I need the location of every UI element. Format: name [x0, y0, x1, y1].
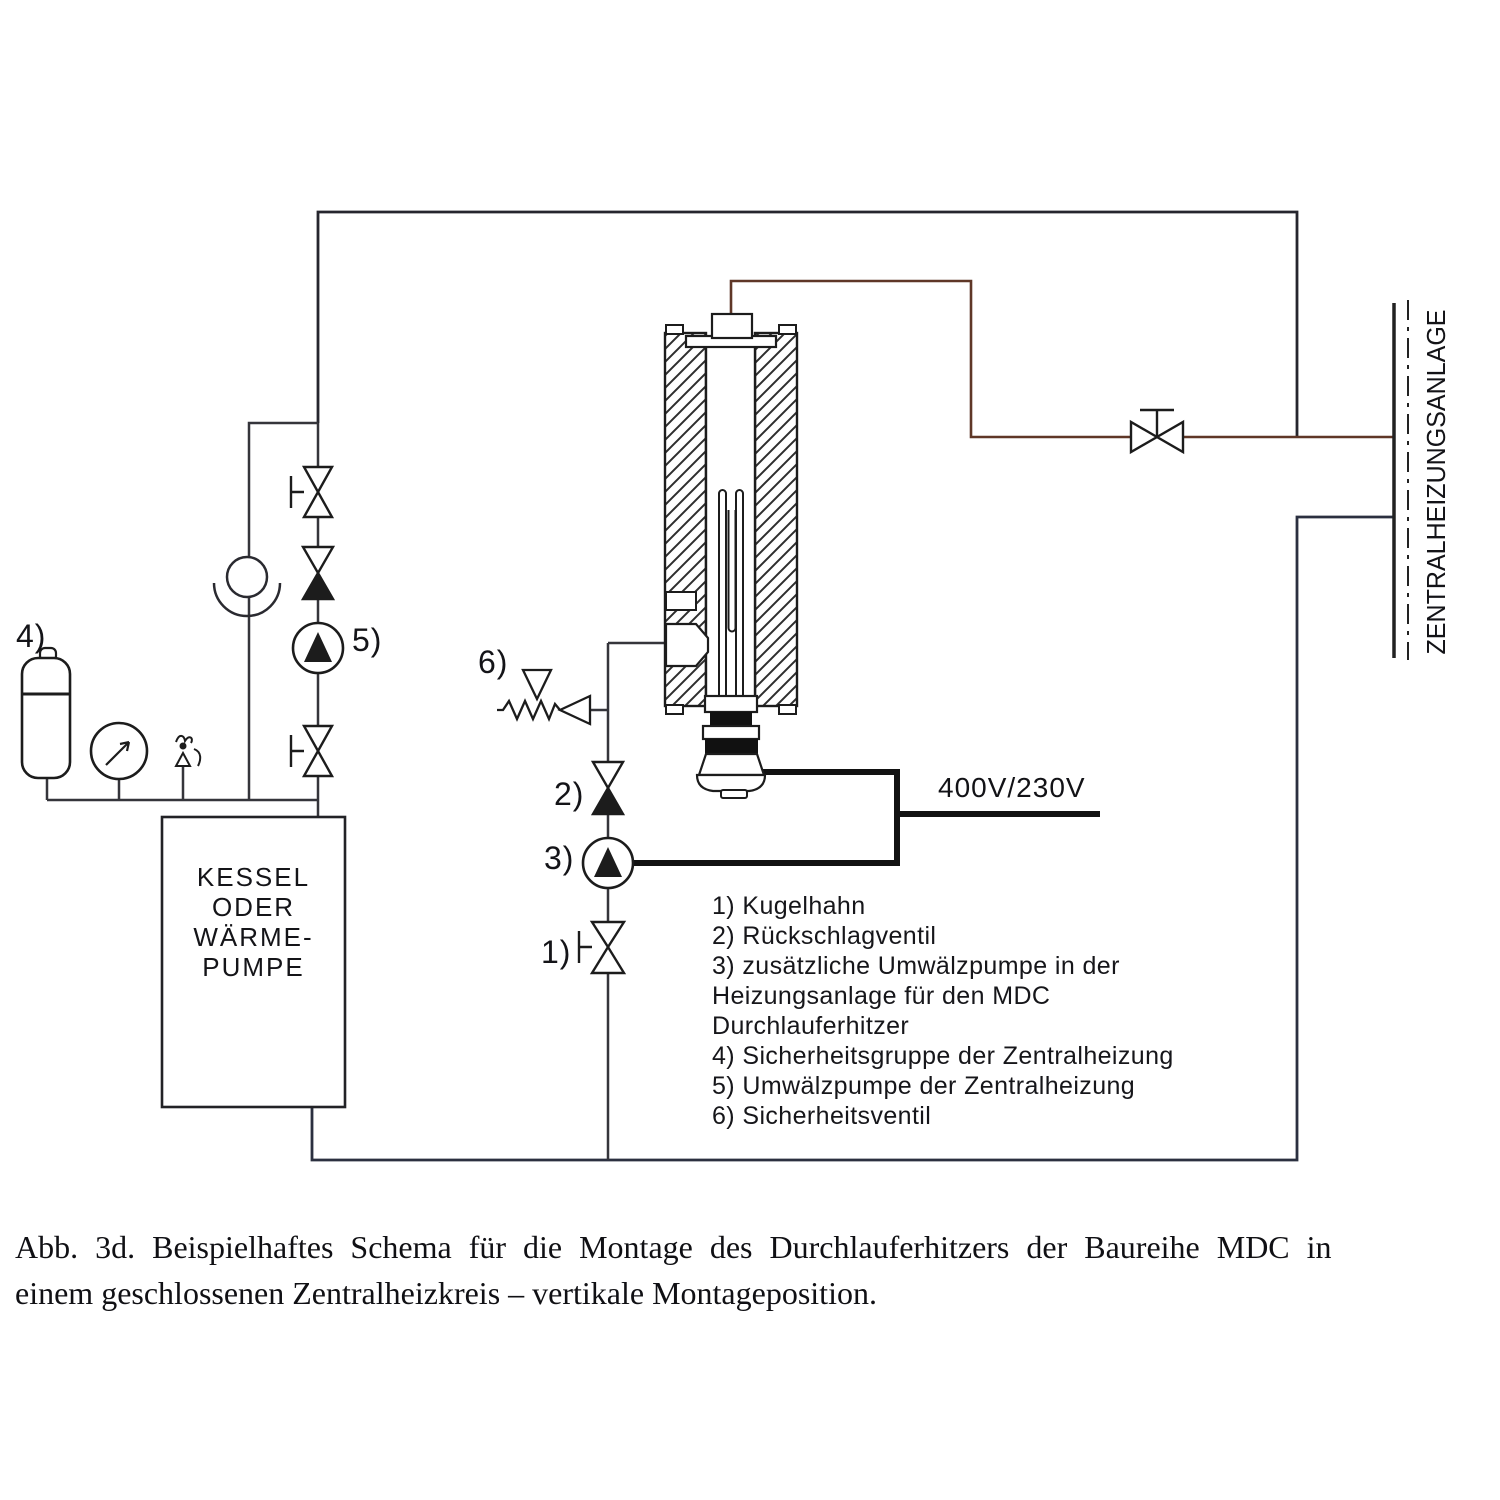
shutoff-valve-lower [291, 726, 332, 776]
legend-line-6: 6) Sicherheitsventil [712, 1102, 932, 1130]
outer-loop-pipe [318, 212, 1297, 437]
shutoff-valve-supply [1131, 410, 1183, 452]
legend [712, 891, 1174, 1131]
pressure-gauge [91, 723, 147, 779]
expansion-vessel [22, 648, 70, 778]
wall-label: ZENTRALHEIZUNGSANLAGE [1421, 296, 1451, 655]
legend-line-1: 1) Kugelhahn [712, 892, 866, 920]
ball-valve-1 [579, 922, 624, 973]
callout-5: 5) [352, 622, 383, 658]
heater-inlet-port [666, 624, 708, 666]
callout-4: 4) [16, 618, 47, 654]
heater-electric-head [697, 696, 765, 798]
callout-3: 3) [544, 840, 575, 876]
boiler-label [162, 862, 345, 982]
circle-arc-symbol [214, 557, 280, 616]
caption-line-2: einem geschlossenen Zentralheizkreis – vertikale Montageposition. [15, 1275, 877, 1311]
collector-pipe [47, 764, 318, 800]
callout-2: 2) [554, 776, 585, 812]
callout-1: 1) [541, 934, 572, 970]
shutoff-valve-upper [291, 467, 332, 517]
boiler-label-line: KESSEL [196, 862, 311, 892]
legend-line-2: 2) Rückschlagventil [712, 922, 937, 950]
legend-line-3: 3) zusätzliche Umwälzpumpe in der [712, 952, 1120, 980]
voltage-label: 400V/230V [938, 772, 1086, 803]
boiler-label-line: WÄRME- [193, 922, 314, 952]
caption-line-1: Abb. 3d. Beispielhaftes Schema für die Montage des Durchlauferhitzers der Baureihe MDC in [15, 1229, 1332, 1265]
legend-line-4: 4) Sicherheitsgruppe der Zentralheizung [712, 1042, 1174, 1070]
heater-unit [665, 314, 797, 798]
safety-valve-6 [497, 670, 590, 724]
boiler-label-line: ODER [211, 892, 296, 922]
circulation-pump-3 [583, 838, 633, 888]
legend-line-3b: Heizungsanlage für den MDC [712, 982, 1051, 1010]
check-valve-2 [593, 762, 623, 814]
bypass-pipe [249, 423, 318, 800]
caption [15, 1224, 1493, 1316]
central-heating-wall [1394, 296, 1451, 660]
heater-shell-right [755, 333, 797, 706]
callout-6: 6) [478, 644, 509, 680]
check-valve-upper [303, 547, 333, 599]
air-vent-icon [176, 736, 200, 766]
legend-line-3c: Durchlauferhitzer [712, 1012, 910, 1040]
legend-line-5: 5) Umwälzpumpe der Zentralheizung [712, 1072, 1136, 1100]
heater-inner-tube [706, 338, 755, 706]
heater-top-nipple [712, 314, 752, 338]
left-riser-pipe [47, 423, 702, 1160]
supply-pipe [731, 281, 1394, 437]
boiler-label-line: PUMPE [202, 952, 305, 982]
circulation-pump-5 [293, 623, 343, 673]
